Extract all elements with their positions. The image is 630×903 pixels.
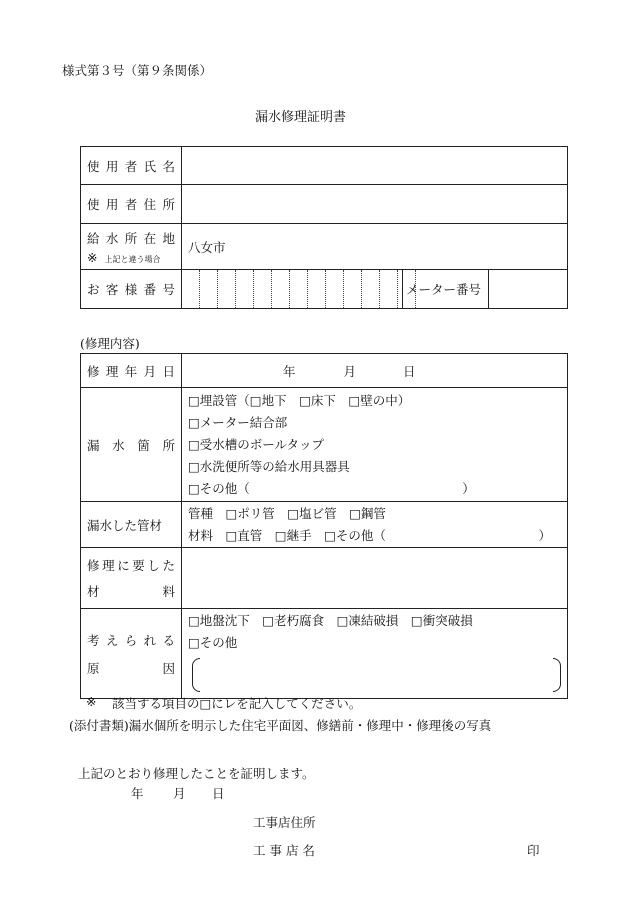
cause-label-line2: 原 因 <box>87 660 175 676</box>
leak-option-ball-tap[interactable]: □受水槽のボールタップ <box>188 436 325 452</box>
cause-options[interactable] <box>182 609 568 699</box>
repair-date-label: 修 理 年 月 日 <box>87 363 175 379</box>
sign-date-month: 月 <box>173 786 186 801</box>
user-address-label: 使 用 者 住 所 <box>87 197 175 212</box>
supply-location-label: 給 水 所 在 地 <box>87 230 175 246</box>
note-mark: ※ <box>87 249 98 265</box>
repair-material-field[interactable] <box>182 548 568 609</box>
customer-number-label: お 客 様 番 号 <box>87 282 175 297</box>
certify-text: 上記のとおり修理したことを証明します。 <box>78 766 315 781</box>
leak-option-buried-pipe[interactable]: □埋設管（□地下 □床下 □壁の中） <box>188 392 411 408</box>
pipe-material-label: 漏水した管材 <box>81 502 182 548</box>
repair-material-label-line2: 材 料 <box>87 584 175 599</box>
form-number: 様式第３号（第９条関係） <box>62 63 213 78</box>
leak-location-options[interactable] <box>182 388 568 502</box>
user-name-field[interactable] <box>182 147 568 185</box>
customer-number-field[interactable] <box>182 270 403 309</box>
customer-number-digit-boxes <box>182 270 402 308</box>
supply-note: 上記と違う場合 <box>104 254 161 264</box>
leak-option-meter-joint[interactable]: □メーター結合部 <box>188 414 288 430</box>
repair-details-table <box>80 353 568 699</box>
sign-date-day: 日 <box>212 786 225 801</box>
pipe-material-text: 材料 □直管 □継手 □その他（ <box>188 527 386 543</box>
cause-options-line1[interactable]: □地盤沈下 □老朽腐食 □凍結破損 □衝突破損 <box>188 613 473 628</box>
repair-date-day: 日 <box>403 363 416 379</box>
sign-date-year: 年 <box>131 786 144 801</box>
user-address-field[interactable] <box>182 185 568 224</box>
cause-options-line2[interactable]: □その他 <box>188 635 238 650</box>
attachment-text: (添付書類)漏水個所を明示した住宅平面図、修繕前・修理中・修理後の写真 <box>69 718 492 733</box>
note-mark: ※ <box>86 694 97 709</box>
meter-number-label: メーター番号 <box>403 270 489 309</box>
repair-heading: (修理内容) <box>80 336 140 351</box>
note-text: 該当する項目の□にレを記入してください。 <box>112 696 362 711</box>
repair-material-label-line1: 修 理 に 要 し た <box>87 558 175 573</box>
user-name-label: 使 用 者 氏 名 <box>87 158 175 174</box>
supply-location-field[interactable] <box>182 224 568 270</box>
pipe-material-close: ） <box>538 527 551 543</box>
contractor-name-label: 工 事 店 名 <box>253 843 315 858</box>
supply-location-value: 八女市 <box>188 239 226 255</box>
pipe-type-line[interactable]: 管種 □ポリ管 □塩ビ管 □鋼管 <box>188 505 386 521</box>
pipe-material-options[interactable] <box>182 502 568 548</box>
pipe-material-line[interactable] <box>182 525 567 547</box>
page-title: 漏水修理証明書 <box>255 110 347 125</box>
leak-location-label: 漏 水 箇 所 <box>87 437 175 453</box>
cause-label-line1: 考 え ら れ る <box>87 632 175 648</box>
repair-date-field[interactable] <box>182 354 568 388</box>
repair-date-year: 年 <box>283 363 296 379</box>
user-info-table <box>80 146 568 309</box>
leak-option-fixtures[interactable]: □水洗便所等の給水用具器具 <box>188 458 350 474</box>
user-name-label-cell <box>81 147 182 185</box>
leak-option-other[interactable]: □その他（ ） <box>188 480 475 496</box>
contractor-address-label: 工事店住所 <box>253 815 316 830</box>
seal-mark: 印 <box>527 843 540 858</box>
meter-number-field[interactable] <box>489 270 568 309</box>
cause-other-bracket-field[interactable] <box>192 658 561 692</box>
repair-date-month: 月 <box>343 363 357 379</box>
